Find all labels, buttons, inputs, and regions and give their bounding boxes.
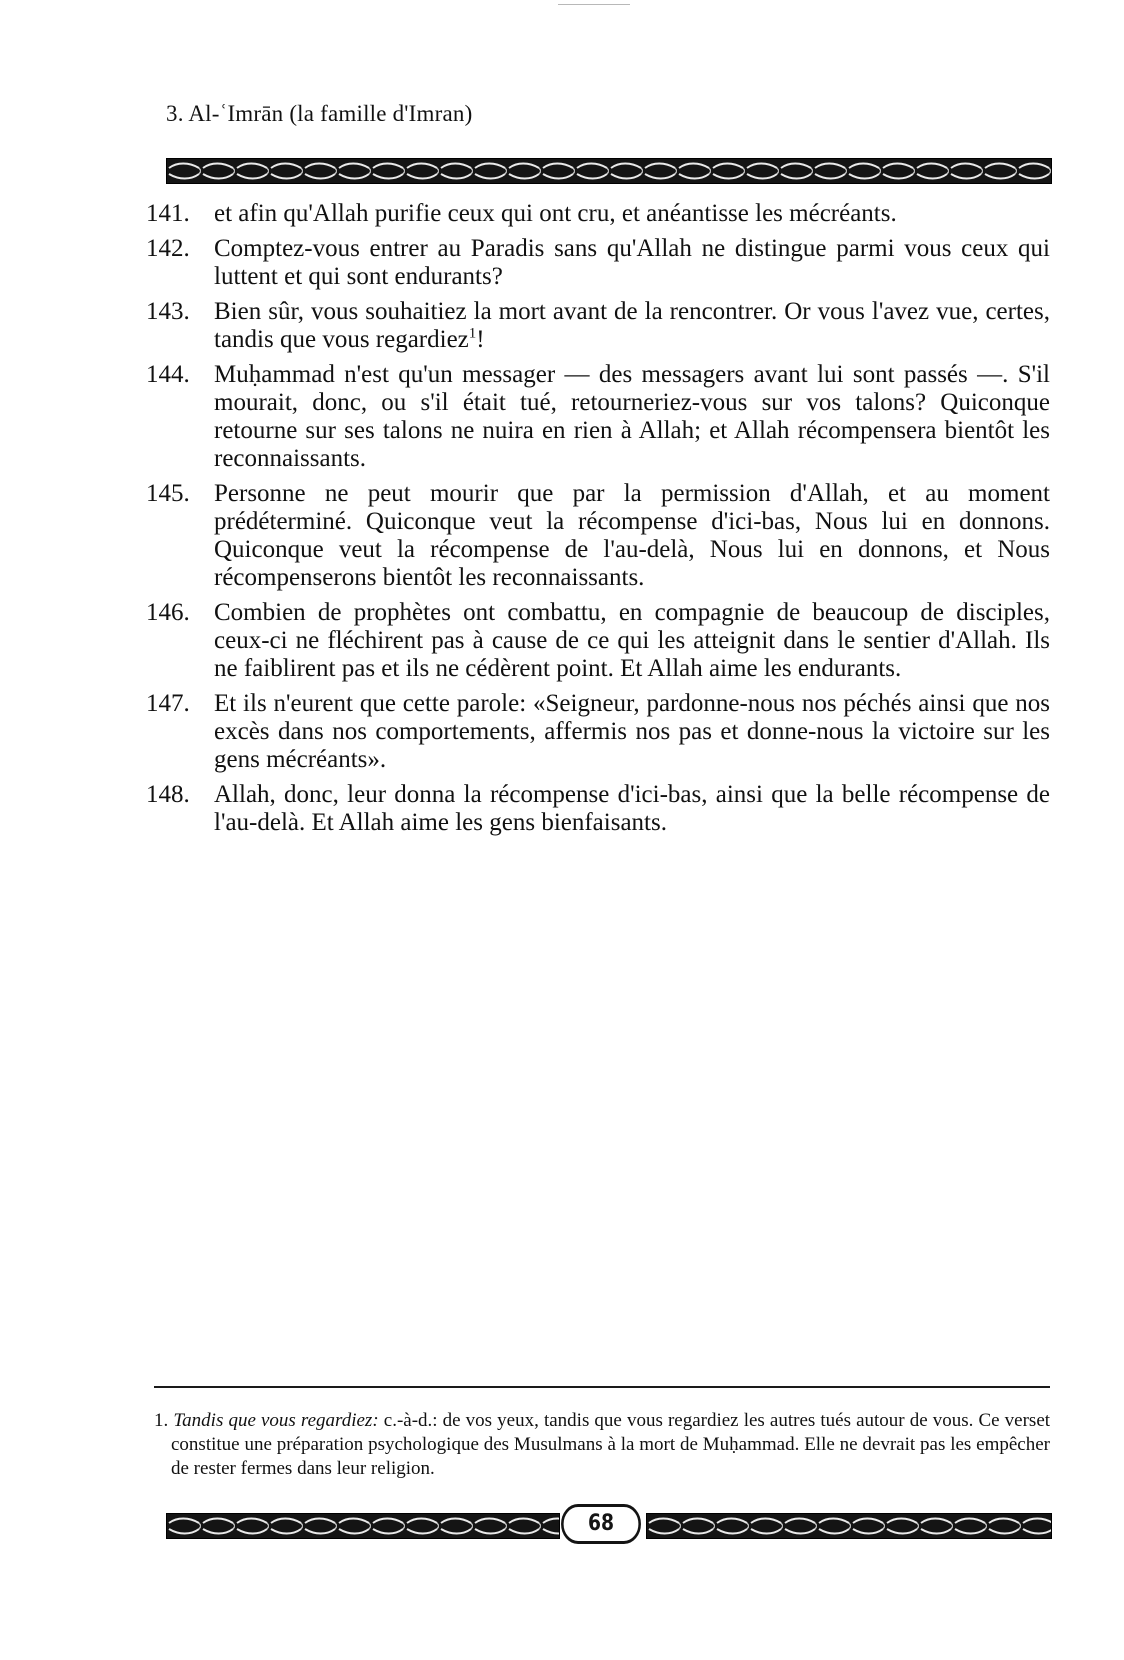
ornament-pattern	[647, 1514, 1051, 1538]
verse-142	[146, 235, 1050, 291]
ornamental-band-bottom-right	[646, 1513, 1052, 1539]
running-head: 3. Al-ʿImrān (la famille d'Imran)	[166, 101, 473, 126]
verse-text: Et ils n'eurent que cette parole: «Seigneur, pardonne-nous nos péchés ainsi que nos excès dans nos comportements, affermis nos pas et donne-nous la victoire sur les gens mécréants».	[214, 690, 1050, 773]
ornamental-band-top	[166, 158, 1052, 184]
verse-list	[146, 200, 1050, 844]
verse-143	[146, 298, 1050, 354]
verse-number: 145.	[146, 480, 190, 507]
verse-148	[146, 781, 1050, 837]
verse-number: 148.	[146, 781, 190, 808]
verse-number: 143.	[146, 298, 190, 325]
footnote-body	[154, 1409, 1050, 1481]
verse-text: Allah, donc, leur donna la récompense d'ici-bas, ainsi que la belle récompense de l'au-delà. Et Allah aime les gens bienfaisants.	[214, 781, 1050, 836]
footnote-divider	[154, 1386, 1050, 1388]
footnote	[154, 1409, 1050, 1481]
verse-number: 141.	[146, 200, 190, 227]
verse-number: 144.	[146, 361, 190, 388]
verse-text: Bien sûr, vous souhaitiez la mort avant de la rencontrer. Or vous l'avez vue, certes, tandis que vous regardiez	[214, 298, 1050, 353]
verse-number: 146.	[146, 599, 190, 626]
verse-text: Muḥammad n'est qu'un messager — des messagers avant lui sont passés —. S'il mourait, donc, ou s'il était tué, retourneriez-vous sur vos talons? Quiconque retourne sur ses talons ne nuira en rien à Allah; et Allah récompensera bientôt les reconnaissants.	[214, 361, 1050, 472]
verse-number: 147.	[146, 690, 190, 717]
verse-text: Comptez-vous entrer au Paradis sans qu'Allah ne distingue parmi vous ceux qui luttent et qui sont endurants?	[214, 235, 1050, 290]
footnote-mark[interactable]: 1	[468, 325, 477, 342]
verse-text: Combien de prophètes ont combattu, en compagnie de beaucoup de disciples, ceux-ci ne fléchirent pas à cause de ce qui les atteignit dans le sentier d'Allah. Ils ne faiblirent pas et ils ne cédèrent point. Et Allah aime les endurants.	[214, 599, 1050, 682]
footnote-reference: Tandis que vous regardiez:	[173, 1410, 379, 1431]
footnote-number: 1.	[154, 1410, 169, 1431]
verse-144	[146, 361, 1050, 473]
verse-146	[146, 599, 1050, 683]
page-number: 68	[561, 1504, 641, 1544]
verse-147	[146, 690, 1050, 774]
verse-text: Personne ne peut mourir que par la permission d'Allah, et au moment prédéterminé. Quiconque veut la récompense d'ici-bas, Nous lui en donnons. Quiconque veut la récompense de l'au-delà, Nous lui en donnons, et Nous récompenserons bientôt les reconnaissants.	[214, 480, 1050, 591]
verse-141	[146, 200, 1050, 228]
verse-number: 142.	[146, 235, 190, 262]
verse-text-end: !	[476, 326, 485, 353]
footnote-text: c.-à-d.: de vos yeux, tandis que vous regardiez les autres tués autour de vous. Ce verset constitue une préparation psychologique des Musulmans à la mort de Muḥammad. Elle ne devrait pas les empêcher de rester fermes dans leur religion.	[171, 1410, 1051, 1479]
ornamental-band-bottom-left	[166, 1513, 560, 1539]
ornament-pattern	[167, 159, 1051, 183]
ornament-pattern	[167, 1514, 559, 1538]
verse-145	[146, 480, 1050, 592]
scan-artifact-line	[558, 4, 630, 5]
verse-text: et afin qu'Allah purifie ceux qui ont cru, et anéantisse les mécréants.	[214, 200, 897, 227]
